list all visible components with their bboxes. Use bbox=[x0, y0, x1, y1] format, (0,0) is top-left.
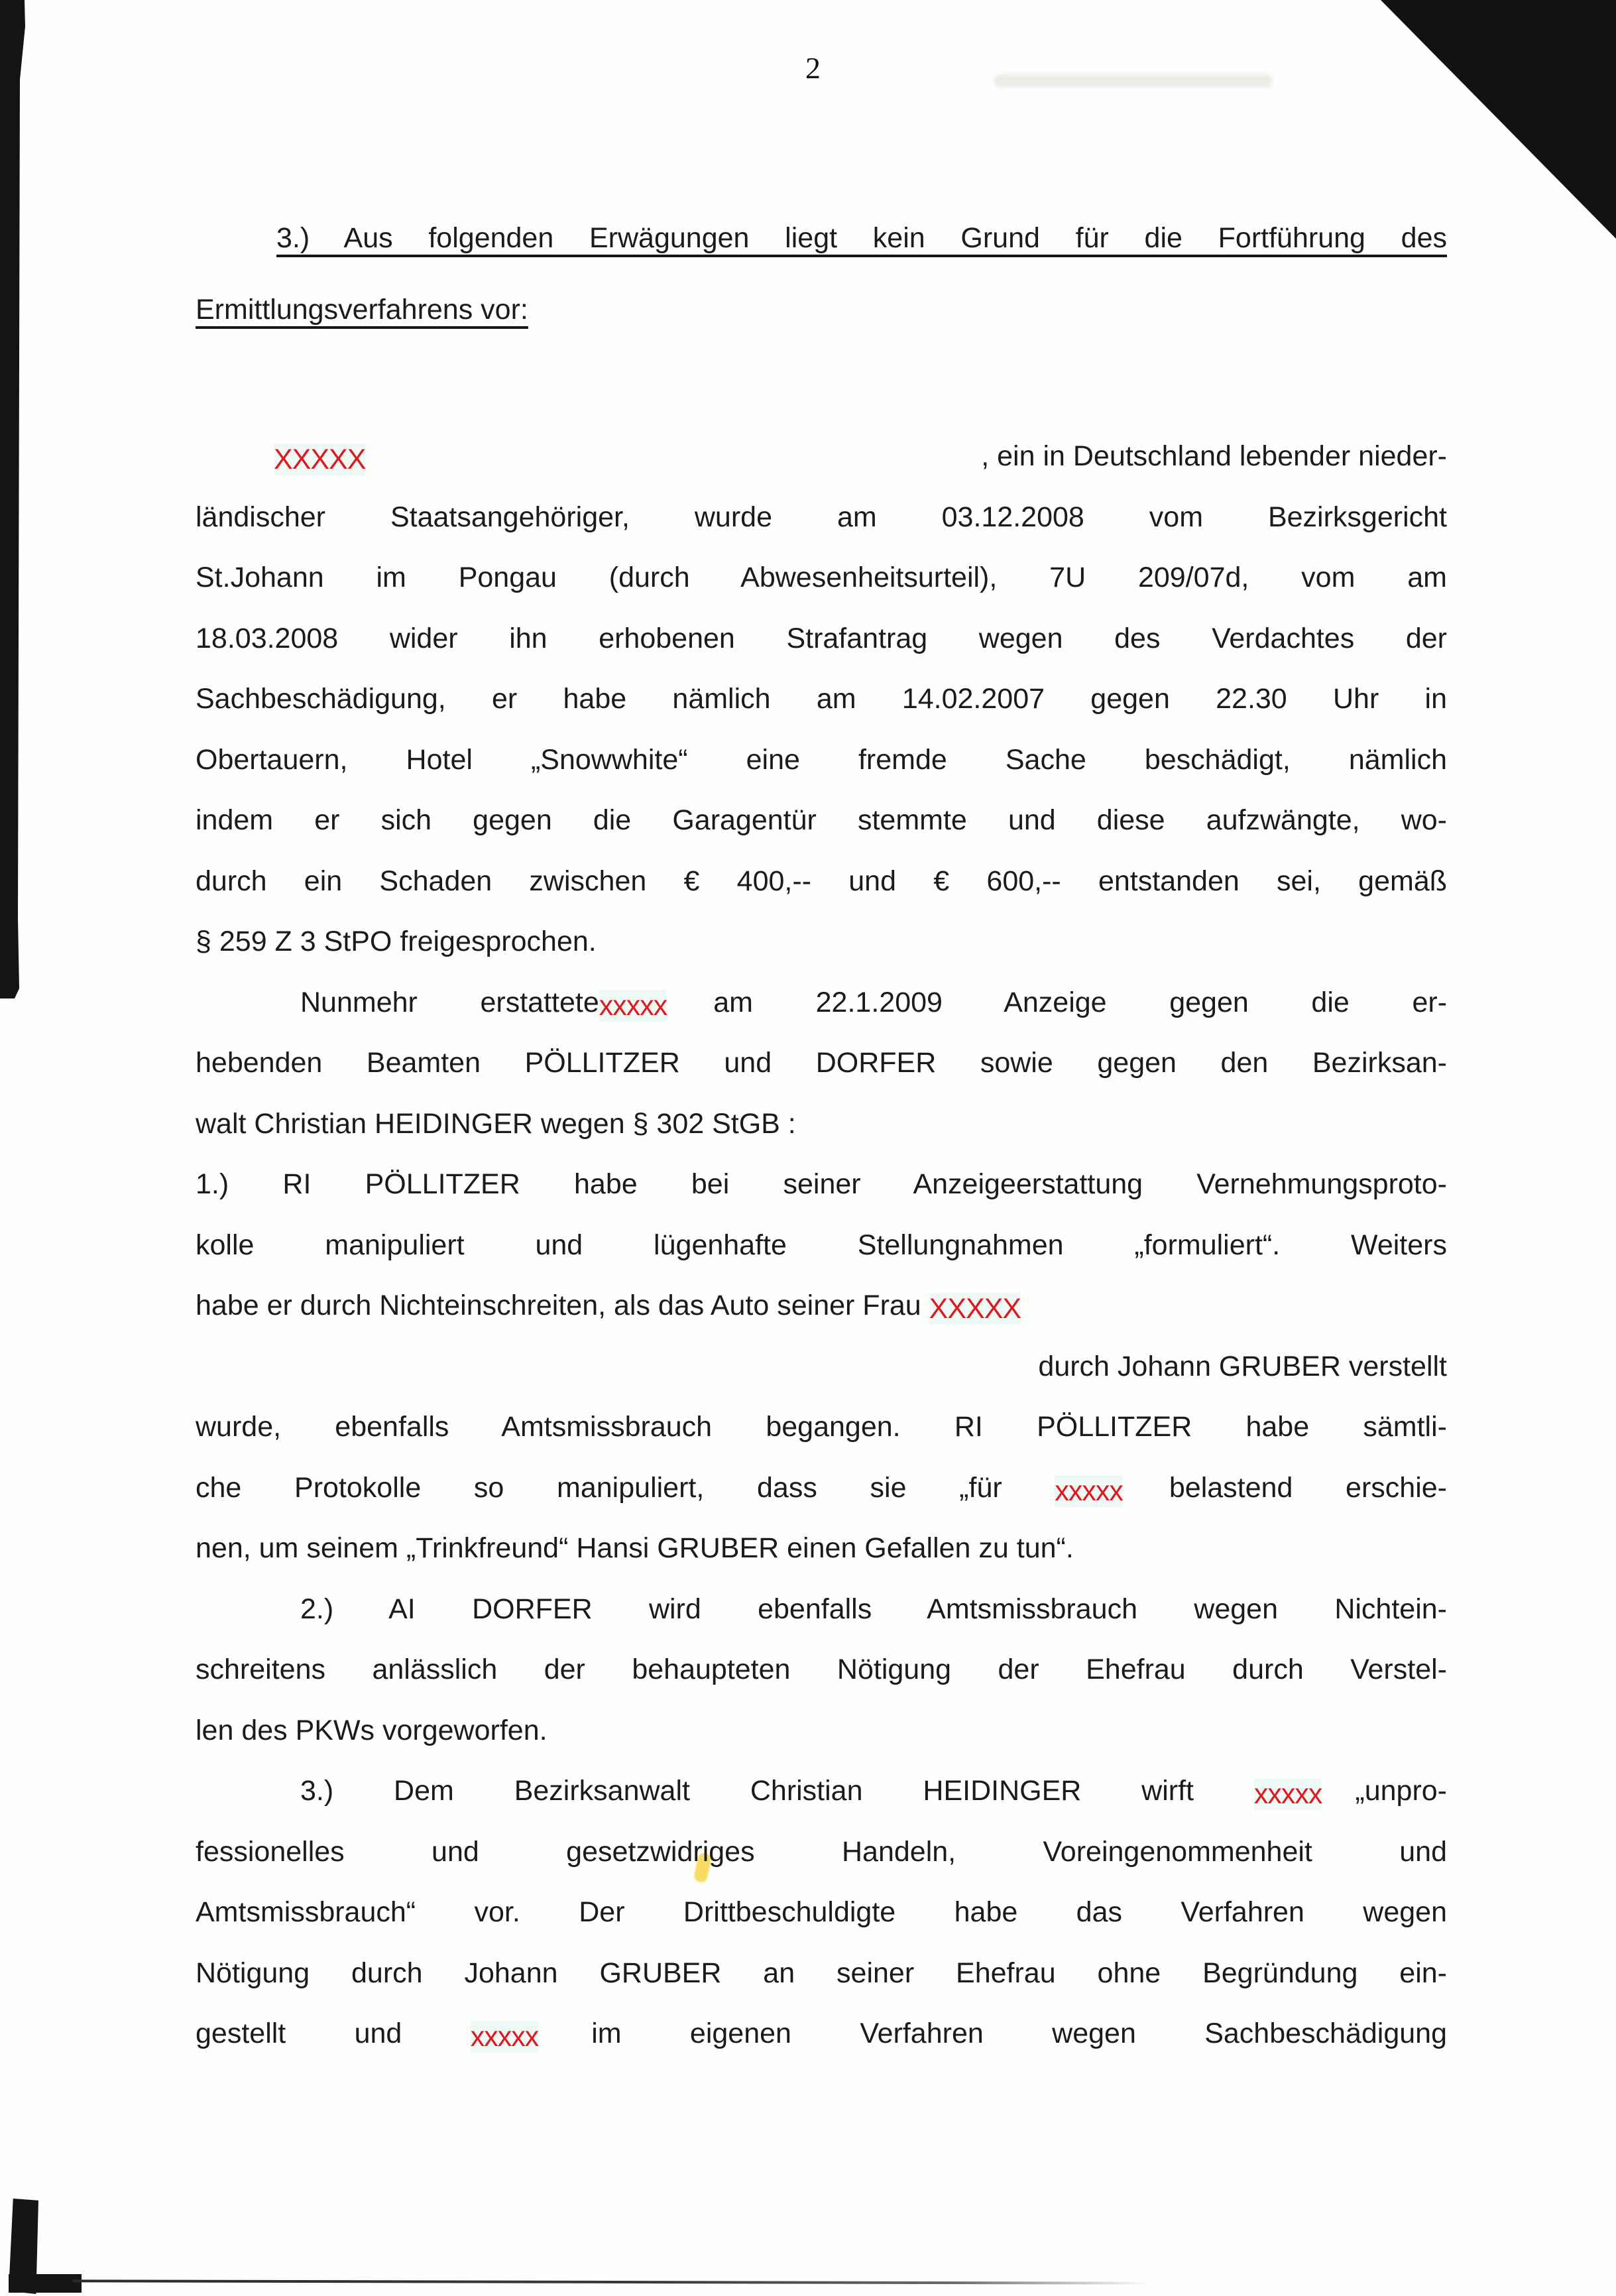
text-line: 3.) Dem Bezirksanwalt Christian HEIDINGER wirft xxxxx „unpro- bbox=[300, 1775, 1447, 1810]
text-line: Nötigung durch Johann GRUBER an seiner Ehefrau ohne Begründung ein- bbox=[196, 1957, 1447, 1989]
text-line: 18.03.2008 wider ihn erhobenen Strafantrag wegen des Verdachtes der bbox=[196, 622, 1447, 654]
text-line: St.Johann im Pongau (durch Abwesenheitsurteil), 7U 209/07d, vom am bbox=[196, 562, 1447, 593]
text-line: schreitens anlässlich der behaupteten Nötigung der Ehefrau durch Verstel- bbox=[196, 1654, 1447, 1685]
text-line: Obertauern, Hotel „Snowwhite“ eine fremde Sache beschädigt, nämlich bbox=[196, 743, 1447, 776]
redaction-stamp: xxxxx bbox=[599, 989, 667, 1022]
text-column bbox=[196, 202, 1447, 2065]
redaction-stamp: xxxxx bbox=[1055, 1475, 1123, 1507]
text-line bbox=[196, 426, 1447, 487]
line-left-part bbox=[274, 426, 365, 487]
heading-line: Ermittlungsverfahrens vor: bbox=[196, 294, 528, 326]
toner-smudge bbox=[994, 74, 1273, 88]
redaction-gap bbox=[1322, 1799, 1355, 1800]
text-line: len des PKWs vorgeworfen. bbox=[196, 1714, 548, 1746]
redaction-gap bbox=[667, 1010, 713, 1012]
redaction-gap bbox=[538, 2041, 591, 2043]
redaction-stamp: XXXXX bbox=[274, 444, 366, 475]
text-line: ländischer Staatsangehöriger, wurde am 03.12.2008 vom Bezirksgericht bbox=[196, 501, 1447, 533]
text-line: durch ein Schaden zwischen € 400,-- und € 600,-- entstanden sei, gemäß bbox=[196, 865, 1447, 897]
heading-line: 3.) Aus folgenden Erwägungen liegt kein Grund für die Fortführung des bbox=[276, 222, 1447, 254]
bottom-left-l-mark bbox=[9, 2199, 82, 2294]
text-line: habe er durch Nichteinschreiten, als das Auto seiner Frau XXXXX bbox=[196, 1290, 1021, 1325]
redaction-gap bbox=[1123, 1496, 1169, 1497]
text-line: kolle manipuliert und lügenhafte Stellungnahmen „formuliert“. Weiters bbox=[196, 1229, 1447, 1261]
text-line: Nunmehr erstattetexxxxx am 22.1.2009 Anzeige gegen die er- bbox=[300, 986, 1448, 1022]
text-line: fessionelles und gesetzwidriges Handeln, Voreingenommenheit und bbox=[196, 1835, 1447, 1868]
text-line: indem er sich gegen die Garagentür stemmte und diese aufzwängte, wo- bbox=[196, 804, 1447, 836]
heading-spacer bbox=[196, 345, 1447, 426]
left-edge-toner-bar bbox=[0, 0, 27, 998]
body-text bbox=[196, 426, 1447, 2065]
text-line: wurde, ebenfalls Amtsmissbrauch begangen. RI PÖLLITZER habe sämtli- bbox=[196, 1411, 1447, 1443]
text-line: nen, um seinem „Trinkfreund“ Hansi GRUBER einen Gefallen zu tun“. bbox=[196, 1532, 1074, 1564]
text-line: walt Christian HEIDINGER wegen § 302 StGB : bbox=[196, 1107, 796, 1140]
l-mark-foot bbox=[9, 2274, 82, 2293]
bottom-rule-line bbox=[73, 2279, 1150, 2284]
text-line: che Protokolle so manipuliert, dass sie „für xxxxx belastend erschie- bbox=[196, 1471, 1447, 1507]
line-right-part: , ein in Deutschland lebender nieder- bbox=[981, 440, 1447, 472]
text-line: gestellt und xxxxx im eigenen Verfahren wegen Sachbeschädigung bbox=[196, 2018, 1447, 2053]
text-line: § 259 Z 3 StPO freigesprochen. bbox=[196, 926, 597, 957]
page-number: 2 bbox=[805, 51, 821, 85]
text-line: 2.) AI DORFER wird ebenfalls Amtsmissbrauch wegen Nichtein- bbox=[300, 1593, 1447, 1625]
text-line: 1.) RI PÖLLITZER habe bei seiner Anzeigeerstattung Vernehmungsproto- bbox=[196, 1168, 1447, 1200]
redaction-stamp: xxxxx bbox=[470, 2021, 539, 2053]
redaction-stamp: xxxxx bbox=[1253, 1778, 1322, 1810]
text-line: Amtsmissbrauch“ vor. Der Drittbeschuldigte habe das Verfahren wegen bbox=[196, 1896, 1447, 1928]
text-line: durch Johann GRUBER verstellt bbox=[1038, 1350, 1447, 1382]
text-line: Sachbeschädigung, er habe nämlich am 14.02.2007 gegen 22.30 Uhr in bbox=[196, 683, 1447, 715]
redaction-stamp: XXXXX bbox=[929, 1293, 1021, 1325]
text-line: hebenden Beamten PÖLLITZER und DORFER sowie gegen den Bezirksan- bbox=[196, 1047, 1447, 1079]
